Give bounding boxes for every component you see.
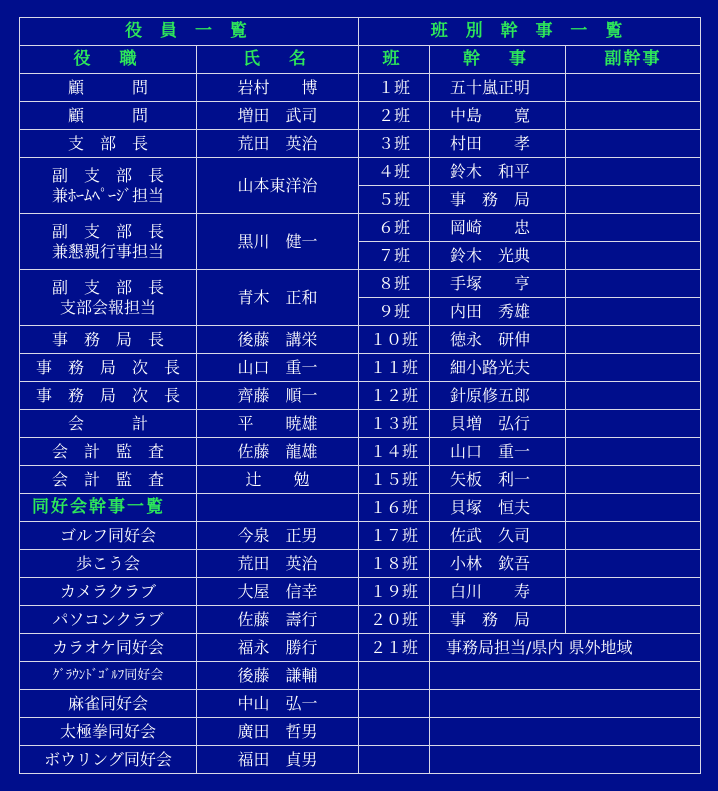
officer-role [20, 158, 197, 214]
group-leader: 鈴木 和平 [430, 158, 566, 186]
club-leader: 荒田 英治 [197, 550, 359, 578]
officer-role-line2: 兼懇親行事担当 [51, 241, 164, 261]
group-leader: 徳永 研伸 [430, 326, 566, 354]
group-number: ７班 [359, 242, 430, 270]
group-subleader [566, 270, 701, 298]
officer-name: 平 暁雄 [197, 410, 359, 438]
officer-name: 佐藤 龍雄 [197, 438, 359, 466]
group-leaders-title: 班 別 幹 事 一 覧 [359, 18, 701, 46]
group-subleader [566, 550, 701, 578]
empty-cell [430, 718, 701, 746]
group-leader: 貝塚 恒夫 [430, 494, 566, 522]
empty-cell [359, 718, 430, 746]
group-leader: 中島 寛 [430, 102, 566, 130]
group-number: ４班 [359, 158, 430, 186]
officer-role-line1: 副 支 部 長 [51, 165, 164, 185]
name-column-header: 氏 名 [197, 46, 359, 74]
table-row [20, 690, 701, 718]
table-row [20, 326, 701, 354]
table-row [20, 270, 701, 298]
officer-role: 会 計 [20, 410, 197, 438]
table-row [20, 158, 701, 186]
group-subleader [566, 438, 701, 466]
group-number: １０班 [359, 326, 430, 354]
club-name: ゴルフ同好会 [20, 522, 197, 550]
empty-cell [430, 746, 701, 774]
group-number: ２１班 [359, 634, 430, 662]
empty-cell [359, 746, 430, 774]
club-leader: 佐藤 壽行 [197, 606, 359, 634]
table-row [20, 214, 701, 242]
group-subleader [566, 494, 701, 522]
group-leader: 鈴木 光典 [430, 242, 566, 270]
group-subleader [566, 522, 701, 550]
club-leader: 福田 貞男 [197, 746, 359, 774]
group-subleader [566, 410, 701, 438]
table-row [20, 634, 701, 662]
club-leader: 福永 勝行 [197, 634, 359, 662]
group-leader: 小林 欽吾 [430, 550, 566, 578]
officer-name: 黒川 健一 [197, 214, 359, 270]
table-row [20, 102, 701, 130]
table-row [20, 578, 701, 606]
officer-role-line1: 副 支 部 長 [51, 221, 164, 241]
group-number: １２班 [359, 382, 430, 410]
group-number: ６班 [359, 214, 430, 242]
officer-role-line2: 支部会報担当 [59, 297, 156, 317]
table-row [20, 74, 701, 102]
group-number: １５班 [359, 466, 430, 494]
club-leader: 中山 弘一 [197, 690, 359, 718]
group-leader: 山口 重一 [430, 438, 566, 466]
group-subleader [566, 606, 701, 634]
officer-role [20, 270, 197, 326]
officer-name: 齊藤 順一 [197, 382, 359, 410]
officer-role: 支 部 長 [20, 130, 197, 158]
officer-role: 顧 問 [20, 102, 197, 130]
group-number: ２班 [359, 102, 430, 130]
group-subleader [566, 466, 701, 494]
club-name: 麻雀同好会 [20, 690, 197, 718]
group-column-header: 班 [359, 46, 430, 74]
table-row [20, 550, 701, 578]
group-subleader [566, 102, 701, 130]
table-row [20, 606, 701, 634]
officer-role [20, 214, 197, 270]
group-number: １１班 [359, 354, 430, 382]
empty-cell [197, 494, 359, 522]
group-leader: 村田 孝 [430, 130, 566, 158]
officer-role: 事 務 局 次 長 [20, 354, 197, 382]
officer-name: 青木 正和 [197, 270, 359, 326]
group-number: ９班 [359, 298, 430, 326]
group-subleader [566, 186, 701, 214]
group-subleader [566, 326, 701, 354]
group-number: ３班 [359, 130, 430, 158]
club-leader: 後藤 謙輔 [197, 662, 359, 690]
group-leader: 細小路光夫 [430, 354, 566, 382]
group-leader: 岡崎 忠 [430, 214, 566, 242]
club-leader: 廣田 哲男 [197, 718, 359, 746]
officer-name: 山口 重一 [197, 354, 359, 382]
club-name: 歩こう会 [20, 550, 197, 578]
officer-name: 山本東洋治 [197, 158, 359, 214]
club-section-header: 同好会幹事一覧 [20, 494, 197, 522]
club-name: カラオケ同好会 [20, 634, 197, 662]
officer-role-line2: 兼ﾎｰﾑﾍﾟｰｼﾞ担当 [51, 185, 164, 205]
table-row [20, 662, 701, 690]
group-leader: 手塚 亨 [430, 270, 566, 298]
officer-role: 顧 問 [20, 74, 197, 102]
club-leader: 大屋 信幸 [197, 578, 359, 606]
club-name: カメラクラブ [20, 578, 197, 606]
officer-role: 会 計 監 査 [20, 438, 197, 466]
group-subleader [566, 578, 701, 606]
club-name: 太極拳同好会 [20, 718, 197, 746]
group-number: ５班 [359, 186, 430, 214]
empty-cell [430, 690, 701, 718]
club-name: ボウリング同好会 [20, 746, 197, 774]
empty-cell [430, 662, 701, 690]
role-column-header: 役 職 [20, 46, 197, 74]
group-subleader [566, 354, 701, 382]
roster-table [19, 17, 701, 774]
club-name: パソコンクラブ [20, 606, 197, 634]
group-number: １９班 [359, 578, 430, 606]
officers-and-group-leaders-table [19, 17, 700, 775]
group-subleader [566, 74, 701, 102]
group-leader: 事 務 局 [430, 606, 566, 634]
officer-name: 辻 勉 [197, 466, 359, 494]
group-number: １６班 [359, 494, 430, 522]
subleader-column-header: 副幹事 [566, 46, 701, 74]
title-row [20, 18, 701, 46]
club-leader: 今泉 正男 [197, 522, 359, 550]
group-subleader [566, 214, 701, 242]
table-row [20, 382, 701, 410]
group-number: １班 [359, 74, 430, 102]
group-number: １８班 [359, 550, 430, 578]
group-leader: 佐武 久司 [430, 522, 566, 550]
leader-column-header: 幹 事 [430, 46, 566, 74]
group-leader: 事 務 局 [430, 186, 566, 214]
table-row [20, 522, 701, 550]
table-row [20, 130, 701, 158]
table-row [20, 354, 701, 382]
officer-role: 事 務 局 次 長 [20, 382, 197, 410]
group-leader: 針原修五郎 [430, 382, 566, 410]
table-row [20, 494, 701, 522]
officer-role: 会 計 監 査 [20, 466, 197, 494]
table-row [20, 410, 701, 438]
group-number: １３班 [359, 410, 430, 438]
group-subleader [566, 298, 701, 326]
group-leader: 事務局担当/県内 県外地域 [430, 634, 701, 662]
group-number: ８班 [359, 270, 430, 298]
officer-name: 増田 武司 [197, 102, 359, 130]
group-subleader [566, 130, 701, 158]
officer-name: 後藤 講栄 [197, 326, 359, 354]
group-leader: 五十嵐正明 [430, 74, 566, 102]
group-subleader [566, 242, 701, 270]
club-name: ｸﾞﾗｳﾝﾄﾞｺﾞﾙﾌ同好会 [20, 662, 197, 690]
column-header-row [20, 46, 701, 74]
table-row [20, 438, 701, 466]
group-leader: 内田 秀雄 [430, 298, 566, 326]
officer-role-line1: 副 支 部 長 [51, 277, 164, 297]
group-number: １４班 [359, 438, 430, 466]
empty-cell [359, 690, 430, 718]
officer-role: 事 務 局 長 [20, 326, 197, 354]
group-leader: 貝増 弘行 [430, 410, 566, 438]
group-number: １７班 [359, 522, 430, 550]
group-leader: 白川 寿 [430, 578, 566, 606]
table-row [20, 466, 701, 494]
empty-cell [359, 662, 430, 690]
group-leader: 矢板 利一 [430, 466, 566, 494]
officers-title: 役 員 一 覧 [20, 18, 359, 46]
group-number: ２０班 [359, 606, 430, 634]
officer-name: 岩村 博 [197, 74, 359, 102]
group-subleader [566, 382, 701, 410]
officer-name: 荒田 英治 [197, 130, 359, 158]
table-row [20, 718, 701, 746]
group-subleader [566, 158, 701, 186]
table-row [20, 746, 701, 774]
